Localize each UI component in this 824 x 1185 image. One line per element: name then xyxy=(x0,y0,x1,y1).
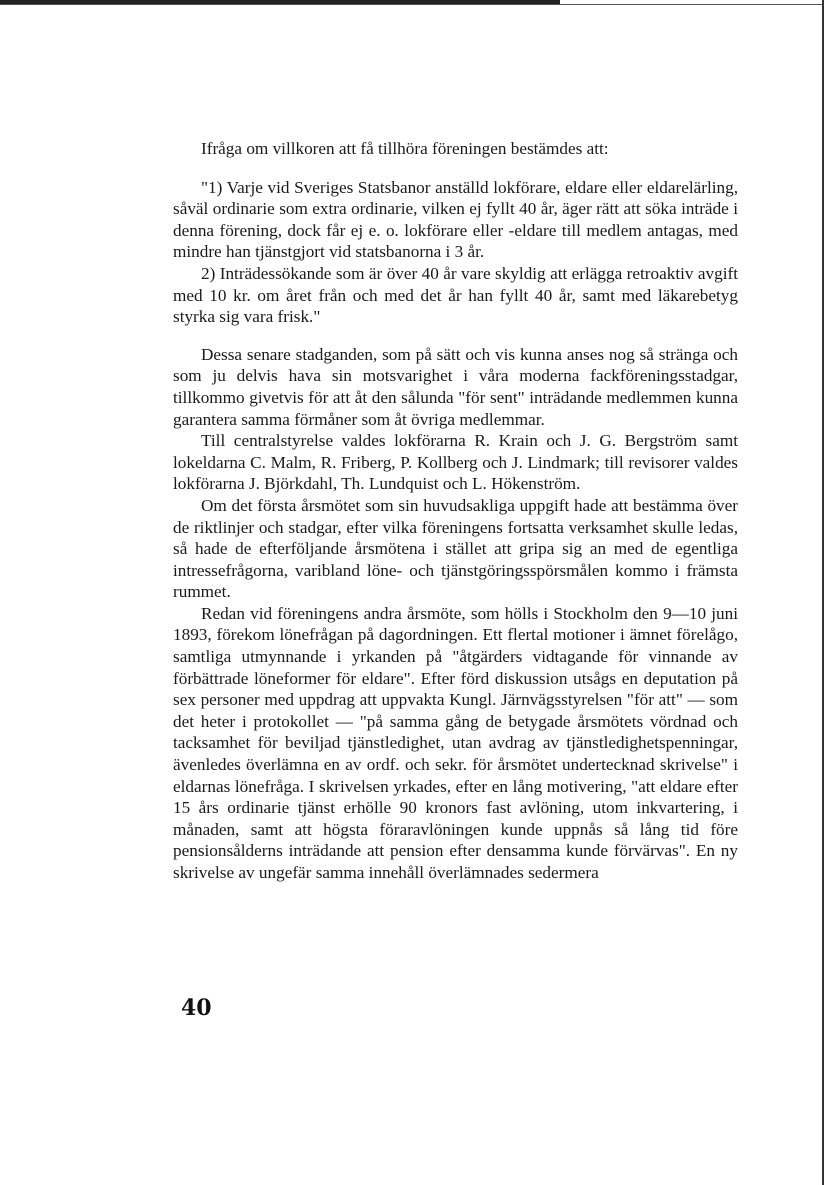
page-number: 40 xyxy=(181,995,212,1021)
statute-rule-2: 2) Inträdessökande som är över 40 år vare skyldig att erlägga retroaktiv avgift med 10 kr. om året från och med det år han fyllt 40 år, samt med läkarebetyg styrka sig vara frisk." xyxy=(173,263,738,327)
body-paragraph: Dessa senare stadganden, som på sätt och vis kunna anses nog så stränga och som ju delvis hava sin motsvarighet i våra moderna fackföreningsstadgar, tillkommo givetvis för att åt den sålunda "för sent" inträdande medlemmen kunna garantera samma förmåner som åt övriga medlemmar. xyxy=(173,344,738,429)
intro-paragraph: Ifråga om villkoren att få tillhöra föreningen bestämdes att: xyxy=(201,139,609,158)
page-body xyxy=(173,138,738,884)
statute-quote xyxy=(173,177,738,328)
statute-rule-1: "1) Varje vid Sveriges Statsbanor anställd lokförare, eldare eller eldarelärling, såväl ordinarie som extra ordinarie, vilken ej fyllt 40 år, äger rätt att söka inträde i denna förening, dock får ej e. o. lokförare eller -eldare till medlem antagas, med mindre han tjänstgjort vid statsbanorna i 3 år. xyxy=(173,177,738,262)
body-paragraph: Redan vid föreningens andra årsmöte, som hölls i Stockholm den 9—10 juni 1893, förekom lönefrågan på dagordningen. Ett flertal motioner i ämnet förelågo, samtliga utmynnande i yrkanden på "åtgärders vidtagande för vinnande av förbättrade löneformer för eldare". Efter förd diskussion utsågs en deputation på sex personer med uppdrag att uppvakta Kungl. Järnvägsstyrelsen "för att" — som det heter i protokollet — "på samma gång de betygade årsmötets vördnad och tacksamhet för beviljad tjänstledighet, utan avdrag av tjänstledighetspenningar, ävenledes överlämna en av ordf. och sekr. för årsmötet undertecknad skrivelse" i eldarnas lönefråga. I skrivelsen yrkades, efter en lång motivering, "att eldare efter 15 års ordinarie tjänst erhölle 90 kronors fast avlöning, utom inkvartering, i månaden, samt att högsta föraravlöningen kunde uppnås så lång tid före pensionsålderns inträdande att pension efter densamma kunde förvärvas". En ny skrivelse av ungefär samma innehåll överlämnades sedermera xyxy=(173,603,738,882)
body-paragraph: Om det första årsmötet som sin huvudsakliga uppgift hade att bestämma över de riktlinjer och stadgar, efter vilka föreningens fortsatta verksamhet skulle ledas, så hade de efterföljande årsmötena i stället att gripa sig an med de egentliga intressefrågorna, varibland löne- och tjänstgöringsspörsmålen kommo i främsta rummet. xyxy=(173,495,738,602)
body-paragraph: Till centralstyrelse valdes lokförarna R. Krain och J. G. Bergström samt lokeldarna C. Malm, R. Friberg, P. Kollberg och J. Lindmark; till revisorer valdes lokförarna J. Björkdahl, Th. Lundquist och L. Hökenström. xyxy=(173,431,738,494)
top-thin-rule xyxy=(0,4,824,5)
